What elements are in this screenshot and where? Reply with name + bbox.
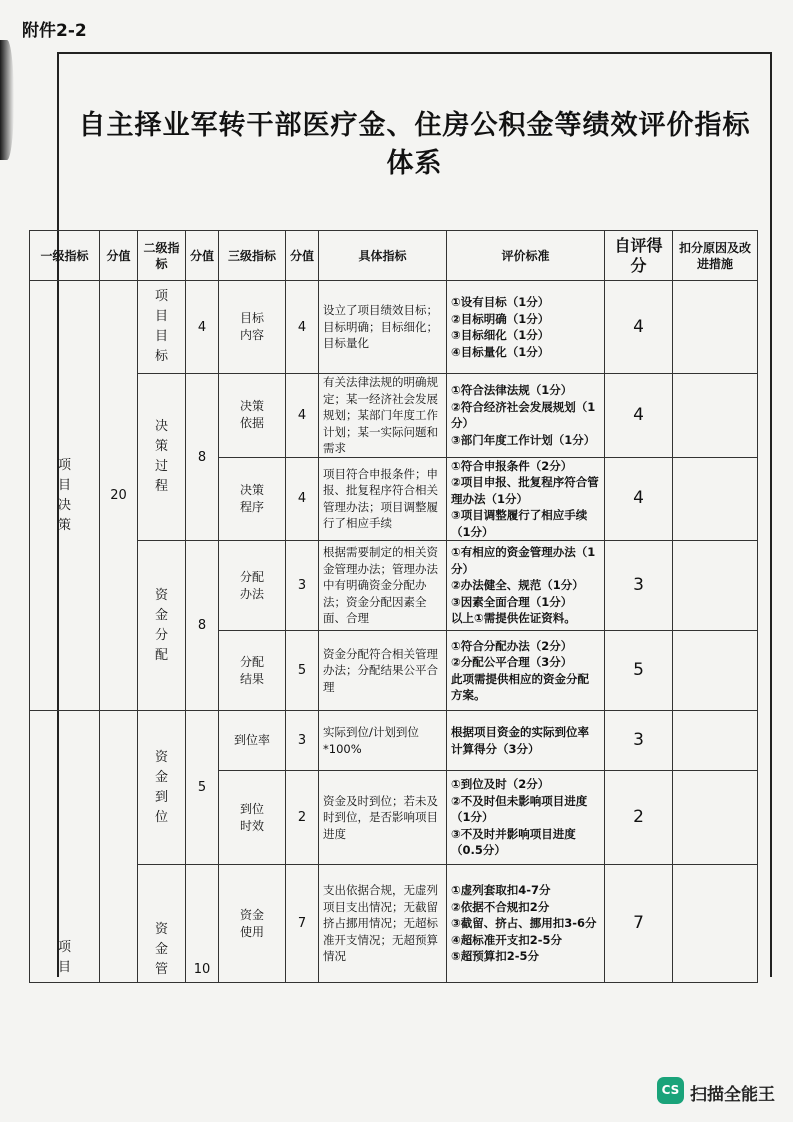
criteria-cell: ①设有目标（1分） ②目标明确（1分） ③目标细化（1分） ④目标量化（1分） xyxy=(447,281,605,374)
s2-cell: 5 xyxy=(186,711,219,865)
l3-cell: 决策程序 xyxy=(219,457,286,541)
header-l1: 一级指标 xyxy=(30,231,100,281)
attachment-label: 附件2-2 xyxy=(22,21,87,41)
l2-cell: 项目目标 xyxy=(138,281,186,374)
self-score-cell: 5 xyxy=(605,631,673,711)
s3-cell: 4 xyxy=(286,281,319,374)
camscanner-logo-icon: CS xyxy=(657,1077,684,1104)
detail-cell: 根据需要制定的相关资金管理办法；管理办法中有明确资金分配办法；资金分配因素全面、合理 xyxy=(319,541,447,631)
camscanner-watermark: 扫描全能王 xyxy=(690,1085,775,1105)
s3-cell: 4 xyxy=(286,374,319,458)
l3-cell: 决策依据 xyxy=(219,374,286,458)
criteria-cell: 根据项目资金的实际到位率计算得分（3分） xyxy=(447,711,605,771)
s3-cell: 5 xyxy=(286,631,319,711)
criteria-cell: ①到位及时（2分） ②不及时但未影响项目进度（1分） ③不及时并影响项目进度（0.5分） xyxy=(447,771,605,865)
title-line-1: 自主择业军转干部医疗金、住房公积金等绩效评价指标 xyxy=(78,110,751,141)
criteria-cell: ①符合分配办法（2分） ②分配公平合理（3分） 此项需提供相应的资金分配方案。 xyxy=(447,631,605,711)
header-l3: 三级指标 xyxy=(219,231,286,281)
detail-cell: 实际到位/计划到位*100% xyxy=(319,711,447,771)
l3-cell: 分配结果 xyxy=(219,631,286,711)
s2-cell: 8 xyxy=(186,541,219,711)
detail-cell: 支出依据合规，无虚列项目支出情况；无截留挤占挪用情况；无超标准开支情况；无超预算情况 xyxy=(319,865,447,983)
header-l2: 二级指标 xyxy=(138,231,186,281)
detail-cell: 有关法律法规的明确规定；某一经济社会发展规划；某部门年度工作计划；某一实际问题和需求 xyxy=(319,374,447,458)
reason-cell xyxy=(673,541,758,631)
criteria-cell: ①虚列套取扣4-7分 ②依据不合规扣2分 ③截留、挤占、挪用扣3-6分 ④超标准开支扣2-5分 ⑤超预算扣2-5分 xyxy=(447,865,605,983)
s3-cell: 2 xyxy=(286,771,319,865)
reason-cell xyxy=(673,457,758,541)
detail-cell: 设立了项目绩效目标；目标明确；目标细化；目标量化 xyxy=(319,281,447,374)
s1-cell xyxy=(100,711,138,983)
s3-cell: 4 xyxy=(286,457,319,541)
l2-cell: 资金管 xyxy=(138,865,186,983)
header-s2: 分值 xyxy=(186,231,219,281)
page-title xyxy=(59,107,770,183)
self-score-cell: 2 xyxy=(605,771,673,865)
l3-cell: 资金使用 xyxy=(219,865,286,983)
s2-cell: 8 xyxy=(186,374,219,541)
header-s1: 分值 xyxy=(100,231,138,281)
detail-cell: 资金及时到位；若未及时到位，是否影响项目进度 xyxy=(319,771,447,865)
reason-cell xyxy=(673,631,758,711)
reason-cell xyxy=(673,771,758,865)
table-row xyxy=(30,281,758,374)
table-row xyxy=(30,865,758,983)
header-detail: 具体指标 xyxy=(319,231,447,281)
l1-cell: 项目决策 xyxy=(30,281,100,711)
self-score-cell: 3 xyxy=(605,541,673,631)
indicator-table xyxy=(29,230,758,983)
reason-cell xyxy=(673,374,758,458)
document-frame xyxy=(40,52,772,977)
l3-cell: 到位率 xyxy=(219,711,286,771)
self-score-cell: 4 xyxy=(605,281,673,374)
header-reason: 扣分原因及改进措施 xyxy=(673,231,758,281)
s2-cell: 10 xyxy=(186,865,219,983)
indicator-table-wrap xyxy=(29,230,758,983)
table-row xyxy=(30,374,758,458)
criteria-cell: ①符合法律法规（1分） ②符合经济社会发展规划（1分） ③部门年度工作计划（1分） xyxy=(447,374,605,458)
header-self-score: 自评得分 xyxy=(605,231,673,281)
s3-cell: 7 xyxy=(286,865,319,983)
l1-cell: 项目 xyxy=(30,711,100,983)
s3-cell: 3 xyxy=(286,541,319,631)
l3-cell: 目标内容 xyxy=(219,281,286,374)
self-score-cell: 4 xyxy=(605,457,673,541)
reason-cell xyxy=(673,281,758,374)
l2-cell: 资金分配 xyxy=(138,541,186,711)
title-line-2: 体系 xyxy=(386,148,443,179)
detail-cell: 项目符合申报条件；申报、批复程序符合相关管理办法；项目调整履行了相应手续 xyxy=(319,457,447,541)
table-row xyxy=(30,541,758,631)
criteria-cell: ①有相应的资金管理办法（1分） ②办法健全、规范（1分） ③因素全面合理（1分） 以上①需提供佐证资料。 xyxy=(447,541,605,631)
l2-cell: 资金到位 xyxy=(138,711,186,865)
l3-cell: 分配办法 xyxy=(219,541,286,631)
reason-cell xyxy=(673,711,758,771)
reason-cell xyxy=(673,865,758,983)
self-score-cell: 4 xyxy=(605,374,673,458)
l3-cell: 到位时效 xyxy=(219,771,286,865)
header-criteria: 评价标准 xyxy=(447,231,605,281)
header-row xyxy=(30,231,758,281)
criteria-cell: ①符合申报条件（2分） ②项目申报、批复程序符合管理办法（1分） ③项目调整履行了相应手续（1分） xyxy=(447,457,605,541)
table-row xyxy=(30,711,758,771)
s2-cell: 4 xyxy=(186,281,219,374)
s1-cell: 20 xyxy=(100,281,138,711)
header-s3: 分值 xyxy=(286,231,319,281)
l2-cell: 决策过程 xyxy=(138,374,186,541)
self-score-cell: 3 xyxy=(605,711,673,771)
self-score-cell: 7 xyxy=(605,865,673,983)
scan-shadow xyxy=(0,40,14,160)
s3-cell: 3 xyxy=(286,711,319,771)
detail-cell: 资金分配符合相关管理办法；分配结果公平合理 xyxy=(319,631,447,711)
